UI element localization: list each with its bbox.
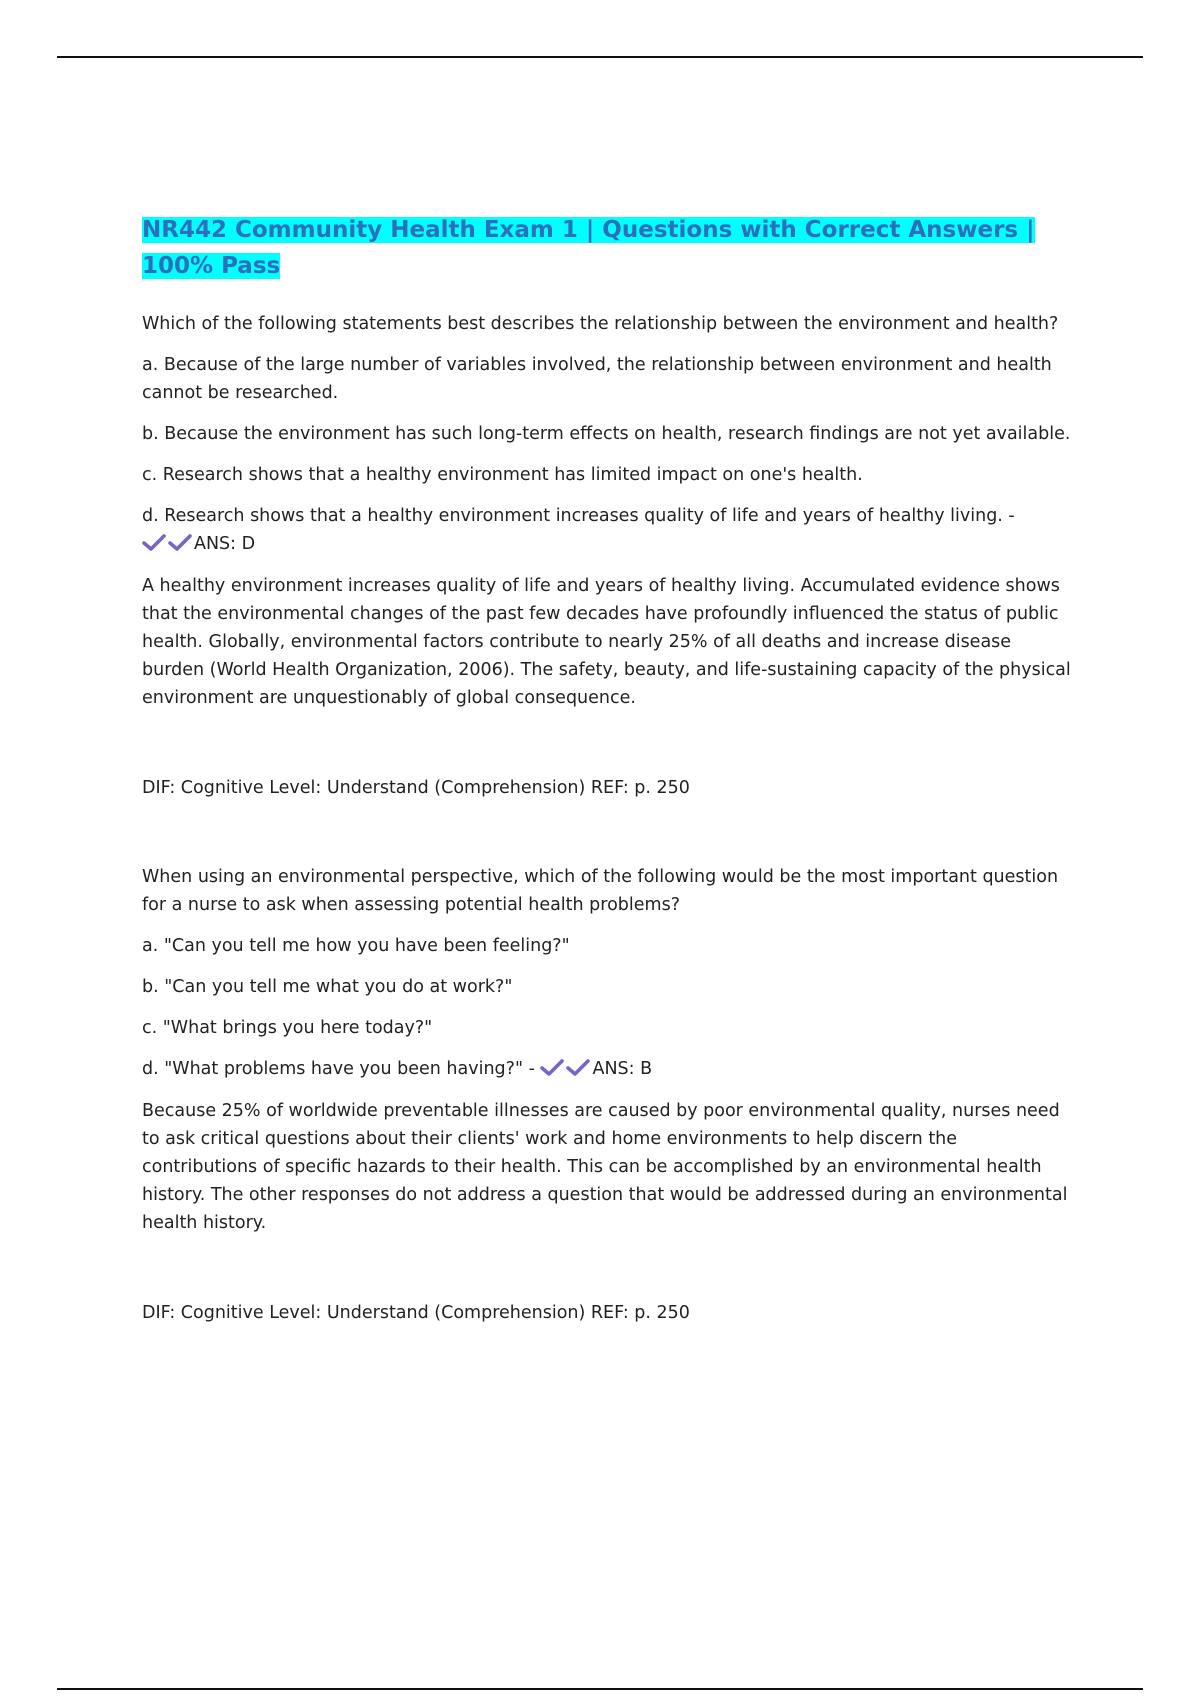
question-stem: Which of the following statements best describes the relationship between the environment and health?: [142, 314, 1059, 334]
question-stem: When using an environmental perspective, which of the following would be the most important question for a nurse to ask when assessing potential health problems?: [142, 867, 1059, 915]
answer-key: ANS: B: [592, 1059, 653, 1079]
header-rule: [57, 56, 1143, 58]
rationale: Because 25% of worldwide preventable illnesses are caused by poor environmental quality, nurses need to ask critical questions about their clients' work and home environments to help discern the contributions of specific hazards to their health. This can be accomplished by an environmental health history. The other responses do not address a question that would be addressed during an environmental health history.: [142, 1101, 1068, 1233]
checkmark-icon: [168, 534, 192, 552]
option-a: a. "Can you tell me how you have been feeling?": [142, 936, 570, 956]
question-2: [142, 863, 1072, 1327]
option-b: b. "Can you tell me what you do at work?": [142, 977, 513, 997]
option-d-with-answer: [142, 502, 1072, 558]
footer-rule: [57, 1688, 1143, 1690]
option-d: d. Research shows that a healthy environment increases quality of life and years of healthy living. -: [142, 506, 1015, 526]
option-c: c. Research shows that a healthy environment has limited impact on one's health.: [142, 465, 863, 485]
option-d: d. "What problems have you been having?" -: [142, 1059, 535, 1079]
rationale: A healthy environment increases quality of life and years of healthy living. Accumulated evidence shows that the environmental changes of the past few decades have profoundly influenced the status of public health. Globally, environmental factors contribute to nearly 25% of all deaths and increase disease burden (World Health Organization, 2006). The safety, beauty, and life-sustaining capacity of the physical environment are unquestionably of global consequence.: [142, 576, 1071, 708]
checkmark-icon: [142, 534, 166, 552]
difficulty-reference: DIF: Cognitive Level: Understand (Comprehension) REF: p. 250: [142, 1303, 690, 1323]
document-body: [142, 212, 1072, 1340]
option-b: b. Because the environment has such long-term effects on health, research findings are not yet available.: [142, 424, 1071, 444]
checkmark-icon: [540, 1059, 564, 1077]
option-a: a. Because of the large number of variables involved, the relationship between environment and health cannot be researched.: [142, 355, 1052, 403]
checkmark-icon: [566, 1059, 590, 1077]
option-c: c. "What brings you here today?": [142, 1018, 433, 1038]
document-title: NR442 Community Health Exam 1 | Questions with Correct Answers | 100% Pass: [142, 217, 1035, 279]
question-1: [142, 310, 1072, 802]
option-d-with-answer: [142, 1055, 1072, 1083]
answer-key: ANS: D: [194, 534, 256, 554]
difficulty-reference: DIF: Cognitive Level: Understand (Comprehension) REF: p. 250: [142, 778, 690, 798]
